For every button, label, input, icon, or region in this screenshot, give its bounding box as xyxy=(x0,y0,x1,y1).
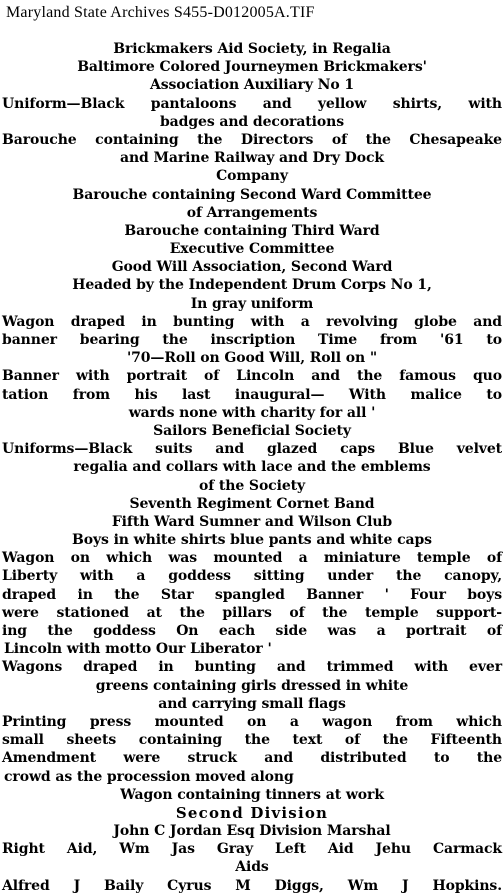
text-line: small sheets containing the text of the Fifteenth xyxy=(2,732,502,749)
text-line: Uniform—Black pantaloons and yellow shirts, with xyxy=(2,95,502,112)
text-line: Barouche containing Second Ward Committee xyxy=(72,186,432,203)
text-line: Fifth Ward Sumner and Wilson Club xyxy=(111,513,393,530)
text-line: were stationed at the pillars of the temple support- xyxy=(2,604,502,621)
text-line: Baltimore Colored Journeymen Brickmakers' xyxy=(77,59,427,76)
text-line: Amendment were struck and distributed to the xyxy=(2,750,502,767)
text-line: Boys in white shirts blue pants and white caps xyxy=(72,532,432,549)
text-line: Company xyxy=(216,168,288,185)
text-line: Right Aid, Wm Jas Gray Left Aid Jehu Carmack xyxy=(2,841,502,858)
text-line: In gray uniform xyxy=(190,295,314,312)
text-line: crowd as the procession moved along xyxy=(4,768,294,785)
text-line: Good Will Association, Second Ward xyxy=(111,259,393,276)
text-line: Sailors Beneficial Society xyxy=(153,422,351,439)
text-line: Wagon containing tinners at work xyxy=(120,786,384,803)
text-line: John C Jordan Esq Division Marshal xyxy=(113,823,391,840)
text-line: Executive Committee xyxy=(169,241,335,258)
text-line: Association Auxiliary No 1 xyxy=(149,77,354,94)
article-text xyxy=(0,40,504,895)
text-line: greens containing girls dressed in white xyxy=(95,677,409,694)
text-line: banner bearing the inscription Time from '61 to xyxy=(2,332,502,348)
text-line: of Arrangements xyxy=(186,204,318,221)
text-line: Wagons draped in bunting and trimmed with ever xyxy=(2,659,502,676)
text-line: and carrying small flags xyxy=(158,695,346,712)
text-line: Headed by the Independent Drum Corps No 1, xyxy=(72,277,432,294)
section-heading: Second Division xyxy=(175,803,329,822)
text-line: Uniforms—Black suits and glazed caps Blue velvet xyxy=(2,441,502,458)
text-line: Banner with portrait of Lincoln and the famous quo xyxy=(2,368,502,385)
text-line: Alfred J Baily Cyrus M Diggs, Wm J Hopkins. xyxy=(2,877,502,894)
archive-header: Maryland State Archives S455-D012005A.TIF xyxy=(6,4,315,21)
text-line: regalia and collars with lace and the emblems xyxy=(73,459,431,476)
text-line: of the Society xyxy=(198,477,306,494)
text-line: tation from his last inaugural— With malice to xyxy=(2,386,502,403)
text-line: '70—Roll on Good Will, Roll on " xyxy=(126,350,378,367)
text-line: Aids xyxy=(235,859,269,876)
text-line: and Marine Railway and Dry Dock xyxy=(120,150,384,167)
text-line: Wagon on which was mounted a miniature temple of xyxy=(2,550,502,567)
text-line: Seventh Regiment Cornet Band xyxy=(129,495,375,512)
text-line: Liberty with a goddess sitting under the canopy, xyxy=(2,568,502,585)
text-line: Printing press mounted on a wagon from which xyxy=(2,713,502,730)
text-line: draped in the Star spangled Banner ' Four boys xyxy=(2,586,502,603)
text-line: Wagon draped in bunting with a revolving globe and xyxy=(2,313,502,330)
text-line: Barouche containing Third Ward xyxy=(124,222,380,239)
text-line: ing the goddess On each side was a portrait of xyxy=(2,623,502,639)
text-line: Lincoln with motto Our Liberator ' xyxy=(4,641,272,658)
text-line: wards none with charity for all ' xyxy=(128,404,376,421)
text-line: Barouche containing the Directors of the Chesapeake xyxy=(2,131,502,148)
text-line: Brickmakers Aid Society, in Regalia xyxy=(113,41,391,57)
text-line: badges and decorations xyxy=(159,113,344,130)
